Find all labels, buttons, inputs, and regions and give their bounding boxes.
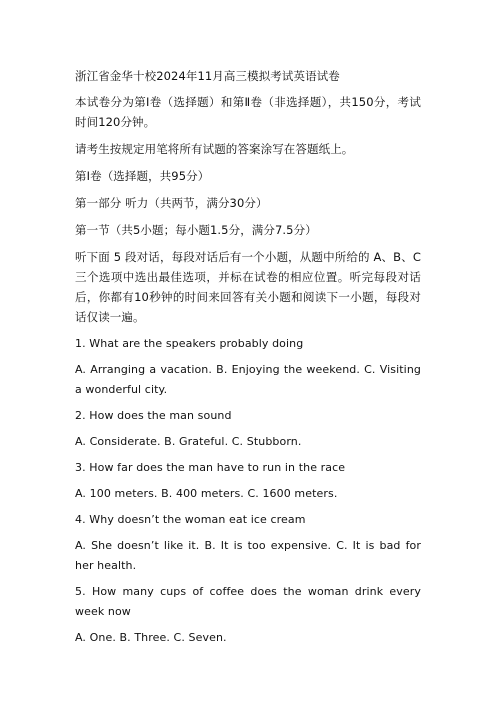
part-one-heading: 第Ⅰ卷（选择题，共95分）: [75, 169, 210, 183]
exam-intro: 本试卷分为第Ⅰ卷（选择题）和第Ⅱ卷（非选择题），共150分，考试时间120分钟。: [75, 95, 421, 129]
listening-directions: 听下面 5 段对话，每段对话后有一个小题，从题中所给的 A、B、C 三个选项中选出最佳选项，并标在试卷的相应位置。听完每段对话后，你都有10秒钟的时间来回答有关小题和阅读下一小题，每段对话仅读一遍。: [75, 250, 421, 324]
question-1-options: A. Arranging a vacation. B. Enjoying the weekend. C. Visiting a wonderful city.: [75, 363, 421, 396]
question-5: 5. How many cups of coffee does the woman drink every week now: [75, 585, 421, 618]
question-5-options: A. One. B. Three. C. Seven.: [75, 631, 227, 644]
exam-title: 浙江省金华十校2024年11月高三模拟考试英语试卷: [75, 69, 340, 83]
question-4: 4. Why doesn’t the woman eat ice cream: [75, 513, 306, 526]
question-3-options: A. 100 meters. B. 400 meters. C. 1600 meters.: [75, 487, 338, 500]
exam-instruction: 请考生按规定用笔将所有试题的答案涂写在答题纸上。: [75, 142, 354, 156]
listening-heading: 第一部分 听力（共两节，满分30分）: [75, 196, 268, 210]
section-one-heading: 第一节（共5小题；每小题1.5分，满分7.5分）: [75, 223, 317, 237]
question-1: 1. What are the speakers probably doing: [75, 337, 304, 350]
question-2: 2. How does the man sound: [75, 409, 232, 422]
question-3: 3. How far does the man have to run in the race: [75, 461, 346, 474]
question-2-options: A. Considerate. B. Grateful. C. Stubborn.: [75, 435, 302, 448]
question-4-options: A. She doesn’t like it. B. It is too expensive. C. It is bad for her health.: [75, 539, 421, 572]
document-page: [75, 66, 421, 654]
